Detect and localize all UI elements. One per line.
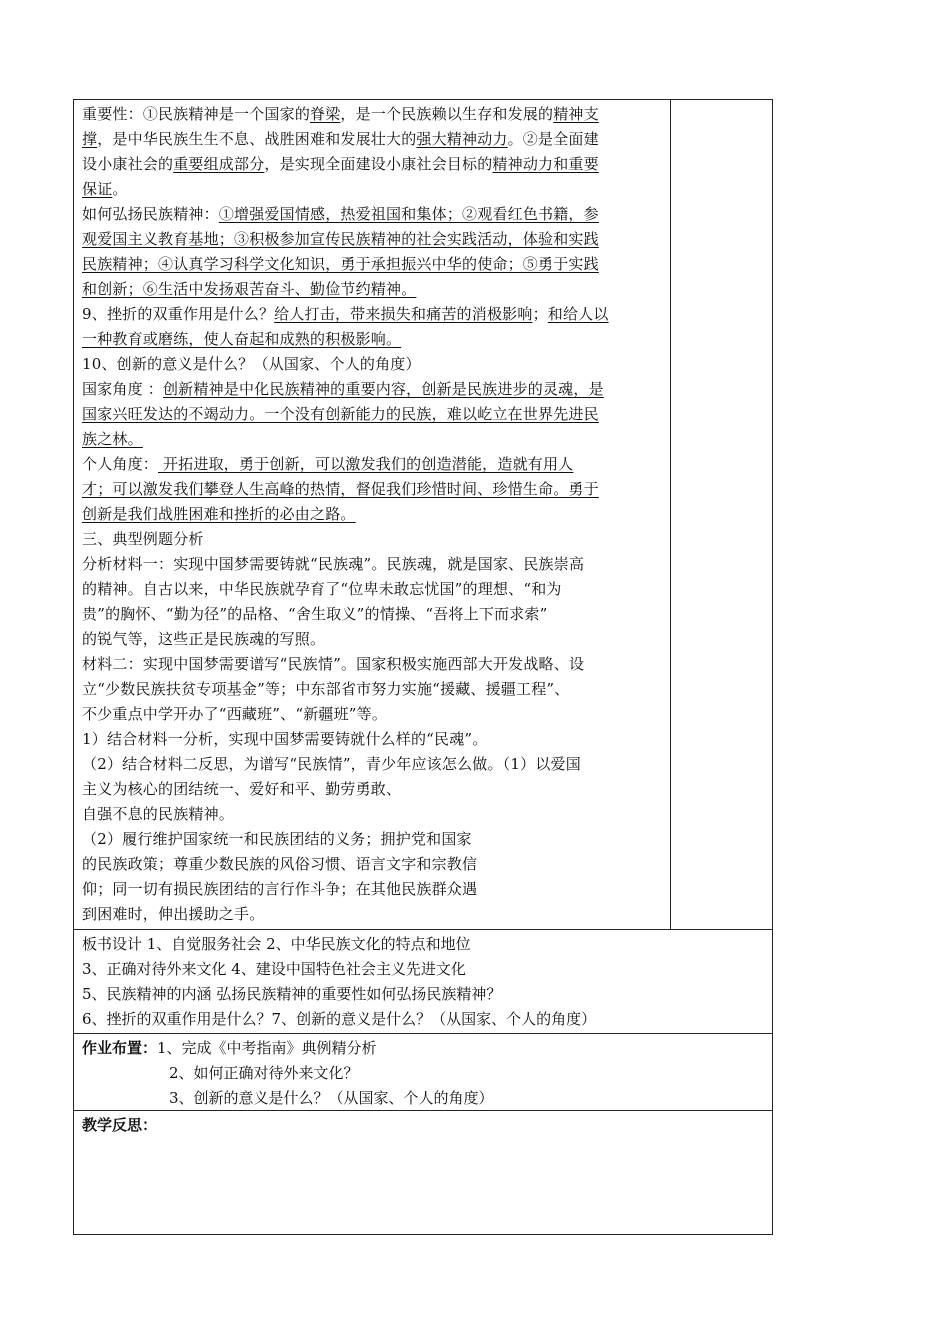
homework-body [74, 1034, 772, 1110]
material-1-line-1: 分析材料一：实现中国梦需要铸就“民族魂”。民族魂，就是国家、民族崇高 [82, 555, 585, 573]
homework-item-1: 1、完成《中考指南》典例精分析 [157, 1039, 377, 1057]
importance-line-4: 保证。 [82, 180, 128, 198]
reflection-body [74, 1111, 772, 1234]
question-9-line-1: 9、挫折的双重作用是什么？给人打击，带来损失和痛苦的消极影响；和给人以 [82, 305, 609, 323]
homework-label: 作业布置： [82, 1039, 158, 1057]
questions-line-5: （2）履行维护国家统一和民族团结的义务；拥护党和国家 [82, 830, 472, 848]
reflection-row [74, 1111, 773, 1235]
board-design-cell [74, 930, 773, 1034]
questions-line-7: 仰；同一切有损民族团结的言行作斗争；在其他民族群众遇 [82, 880, 478, 898]
question-10: 10、创新的意义是什么？（从国家、个人的角度） [82, 355, 421, 373]
content-body [74, 100, 670, 929]
board-line-4: 6、挫折的双重作用是什么？7、创新的意义是什么？（从国家、个人的角度） [82, 1010, 597, 1028]
promote-line-4: 和创新；⑥生活中发扬艰苦奋斗、勤俭节约精神。 [82, 280, 417, 298]
promote-line-3: 民族精神；④认真学习科学文化知识，勇于承担振兴中华的使命；⑤勇于实践 [82, 255, 599, 273]
material-2-line-1: 材料二：实现中国梦需要谱写“民族情”。国家积极实施西部大开发战略、设 [82, 655, 585, 673]
questions-line-8: 到困难时，伸出援助之手。 [82, 905, 265, 923]
board-design-row [74, 930, 773, 1034]
question-9-line-2: 一种教育或磨练，使人奋起和成熟的积极影响。 [82, 330, 402, 348]
questions-line-2: （2）结合材料二反思，为谱写“民族情”，青少年应该怎么做。（1）以爱国 [82, 755, 581, 773]
board-line-3: 5、民族精神的内涵 弘扬民族精神的重要性如何弘扬民族精神？ [82, 985, 502, 1003]
board-design-body [74, 930, 772, 1033]
homework-item-2: 2、如何正确对待外来文化？ [169, 1064, 359, 1082]
material-1-line-2: 的精神。自古以来，中华民族就孕育了“位卑未敢忘忧国”的理想、“和为 [82, 580, 562, 598]
content-cell [74, 100, 671, 930]
importance-line-1: 重要性：①民族精神是一个国家的脊梁，是一个民族赖以生存和发展的精神支 [82, 105, 599, 123]
section-3-heading: 三、典型例题分析 [82, 530, 204, 548]
questions-line-3: 主义为核心的团结统一、爱好和平、勤劳勇敢、 [82, 780, 402, 798]
notes-cell [671, 100, 773, 930]
promote-line-2: 观爱国主义教育基地；③积极参加宣传民族精神的社会实践活动，体验和实践 [82, 230, 599, 248]
importance-line-2: 撑，是中华民族生生不息、战胜困难和发展壮大的强大精神动力。②是全面建 [82, 130, 599, 148]
board-line-2: 3、正确对待外来文化 4、建设中国特色社会主义先进文化 [82, 960, 466, 978]
reflection-label: 教学反思： [82, 1116, 158, 1134]
board-line-1: 板书设计 1、自觉服务社会 2、中华民族文化的特点和地位 [82, 935, 471, 953]
material-1-line-4: 的锐气等，这些正是民族魂的写照。 [82, 630, 326, 648]
lesson-plan-page [73, 99, 772, 1235]
questions-line-1: 1）结合材料一分析，实现中国梦需要铸就什么样的“民魂”。 [82, 730, 488, 748]
homework-item-3: 3、创新的意义是什么？（从国家、个人的角度） [169, 1089, 494, 1107]
material-2-line-3: 不少重点中学开办了“西藏班”、“新疆班”等。 [82, 705, 388, 723]
homework-line-1 [82, 1036, 765, 1061]
nation-line-1: 国家角度 ：创新精神是中化民族精神的重要内容，创新是民族进步的灵魂，是 [82, 380, 604, 398]
content-row [74, 100, 773, 930]
promote-line-1: 如何弘扬民族精神：①增强爱国情感，热爱祖国和集体；②观看红色书籍，参 [82, 205, 599, 223]
material-1-line-3: 贵”的胸怀、“勤为径”的品格、“舍生取义”的情操、“吾将上下而求索” [82, 605, 548, 623]
nation-line-2: 国家兴旺发达的不竭动力。一个没有创新能力的民族，难以屹立在世界先进民 [82, 405, 599, 423]
questions-line-4: 自强不息的民族精神。 [82, 805, 235, 823]
person-line-2: 才；可以激发我们攀登人生高峰的热情，督促我们珍惜时间、珍惜生命。勇于 [82, 480, 599, 498]
reflection-cell [74, 1111, 773, 1235]
person-line-1: 个人角度： 开拓进取，勇于创新，可以激发我们的创造潜能，造就有用人 [82, 455, 574, 473]
questions-line-6: 的民族政策；尊重少数民族的风俗习惯、语言文字和宗教信 [82, 855, 478, 873]
homework-cell [74, 1034, 773, 1111]
importance-line-3: 设小康社会的重要组成部分，是实现全面建设小康社会目标的精神动力和重要 [82, 155, 599, 173]
homework-row [74, 1034, 773, 1111]
lesson-plan-table [73, 99, 773, 1235]
person-line-3: 创新是我们战胜困难和挫折的必由之路。 [82, 505, 356, 523]
material-2-line-2: 立“少数民族扶贫专项基金”等；中东部省市努力实施“援藏、援疆工程”、 [82, 680, 570, 698]
nation-line-3: 族之林。 [82, 430, 143, 448]
